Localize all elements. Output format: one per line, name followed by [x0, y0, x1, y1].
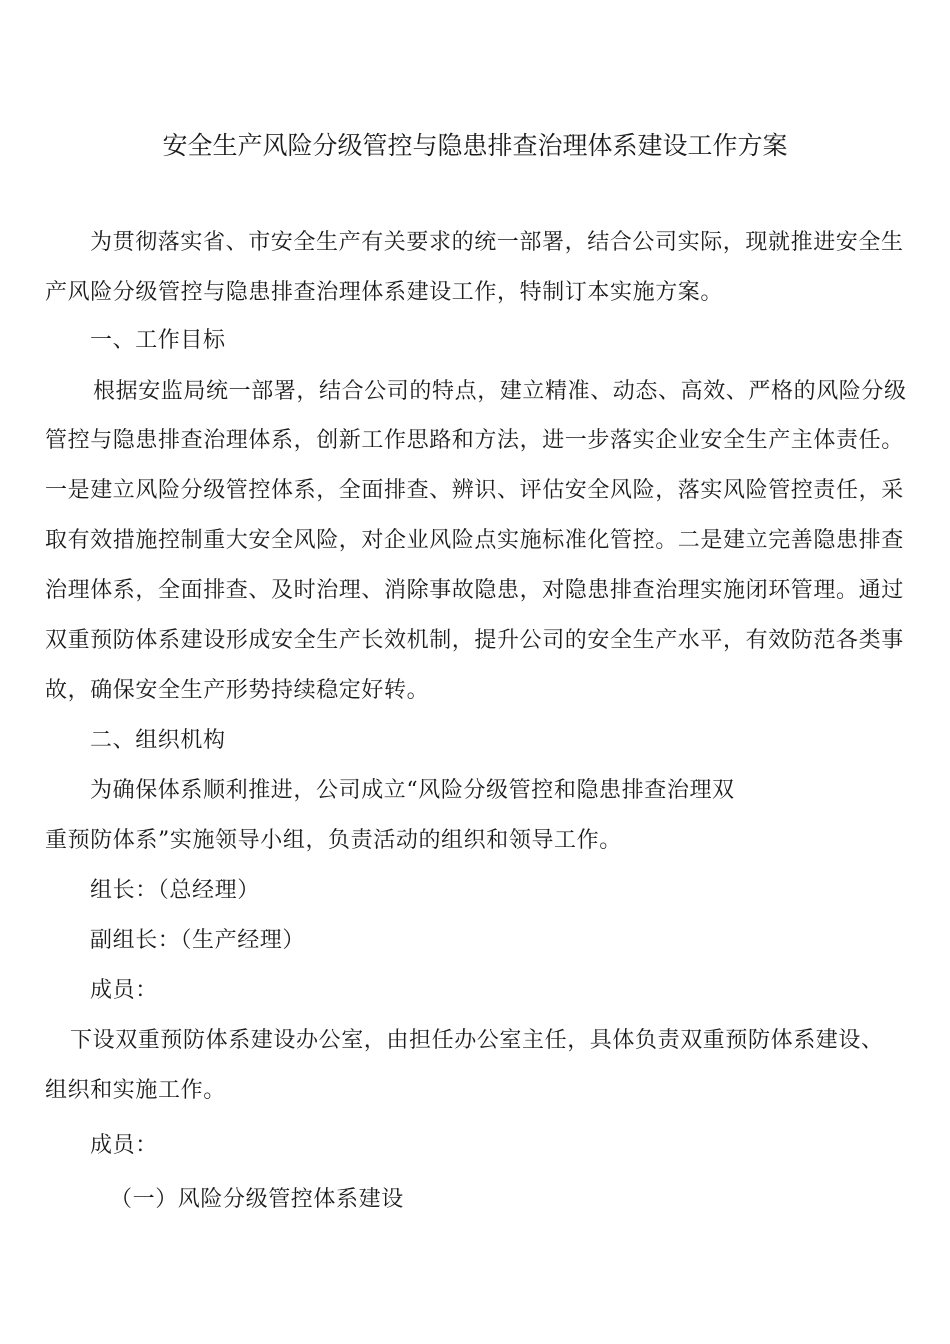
- role-line: 成员：: [90, 978, 158, 1003]
- paragraph-line: 治理体系，全面排查、及时治理、消除事故隐患，对隐患排查治理实施闭环管理。通过: [45, 578, 904, 603]
- paragraph-line: 双重预防体系建设形成安全生产长效机制，提升公司的安全生产水平，有效防范各类事: [45, 628, 904, 653]
- paragraph-line: 故，确保安全生产形势持续稳定好转。: [45, 678, 430, 703]
- section-heading: 二、组织机构: [90, 728, 226, 753]
- paragraph-line: 产风险分级管控与隐患排查治理体系建设工作，特制订本实施方案。: [45, 280, 724, 305]
- role-line: 组长：（总经理）: [90, 878, 260, 903]
- paragraph-line: 为贯彻落实省、市安全生产有关要求的统一部署，结合公司实际，现就推进安全生: [90, 230, 904, 255]
- paragraph-line: 重预防体系”实施领导小组，负责活动的组织和领导工作。: [45, 828, 622, 853]
- paragraph-line: 根据安监局统一部署，结合公司的特点，建立精准、动态、高效、严格的风险分级: [93, 379, 907, 404]
- subsection-heading: （一）风险分级管控体系建设: [110, 1187, 404, 1212]
- paragraph-line: 取有效措施控制重大安全风险，对企业风险点实施标准化管控。二是建立完善隐患排查: [45, 528, 904, 553]
- paragraph-line: 一是建立风险分级管控体系，全面排查、辨识、评估安全风险，落实风险管控责任，采: [45, 478, 904, 503]
- paragraph-line: 管控与隐患排查治理体系，创新工作思路和方法，进一步落实企业安全生产主体责任。: [45, 428, 904, 453]
- paragraph-line: 下设双重预防体系建设办公室，由担任办公室主任，具体负责双重预防体系建设、: [70, 1028, 884, 1053]
- paragraph-line: 组织和实施工作。: [45, 1078, 226, 1103]
- paragraph-line: 为确保体系顺利推进，公司成立“风险分级管控和隐患排查治理双: [90, 778, 735, 803]
- document-title: 安全生产风险分级管控与隐患排查治理体系建设工作方案: [162, 131, 788, 160]
- role-line: 成员：: [90, 1133, 158, 1158]
- section-heading: 一、工作目标: [90, 328, 226, 353]
- role-line: 副组长：（生产经理）: [90, 928, 306, 953]
